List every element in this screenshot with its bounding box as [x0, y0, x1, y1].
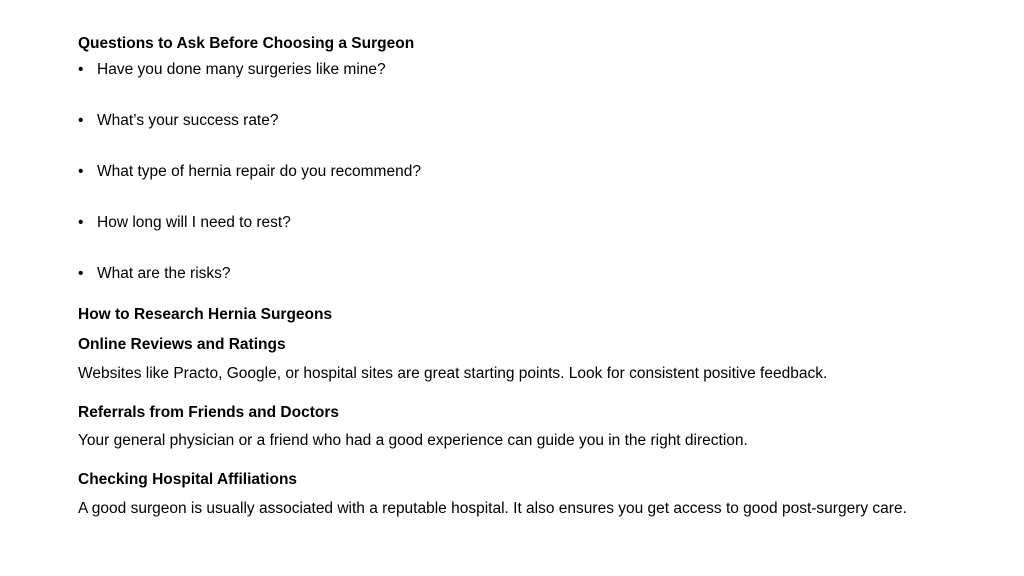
question-text: What are the risks? — [97, 265, 231, 282]
question-text: Have you done many surgeries like mine? — [97, 61, 386, 78]
questions-title: Questions to Ask Before Choosing a Surgeon — [78, 35, 415, 52]
section-body-affiliations: A good surgeon is usually associated with a reputable hospital. It also ensures you get access to good post-surgery care. — [78, 500, 907, 517]
bullet-icon: • — [78, 61, 84, 78]
bullet-icon: • — [78, 163, 84, 180]
list-item — [78, 265, 231, 283]
bullet-icon: • — [78, 214, 84, 231]
section-body-reviews: Websites like Practo, Google, or hospital sites are great starting points. Look for consistent positive feedback. — [78, 365, 828, 382]
question-text: What type of hernia repair do you recommend? — [97, 163, 421, 180]
list-item — [78, 112, 278, 130]
section-heading-reviews: Online Reviews and Ratings — [78, 336, 286, 353]
question-text: What’s your success rate? — [97, 112, 279, 129]
section-heading-referrals: Referrals from Friends and Doctors — [78, 404, 339, 421]
list-item — [78, 61, 386, 79]
research-title: How to Research Hernia Surgeons — [78, 306, 333, 323]
section-body-referrals: Your general physician or a friend who had a good experience can guide you in the right direction. — [78, 432, 748, 449]
list-item — [78, 214, 291, 232]
bullet-icon: • — [78, 265, 84, 282]
bullet-icon: • — [78, 112, 84, 129]
section-heading-affiliations: Checking Hospital Affiliations — [78, 471, 298, 488]
list-item — [78, 163, 421, 181]
question-text: How long will I need to rest? — [97, 214, 291, 231]
